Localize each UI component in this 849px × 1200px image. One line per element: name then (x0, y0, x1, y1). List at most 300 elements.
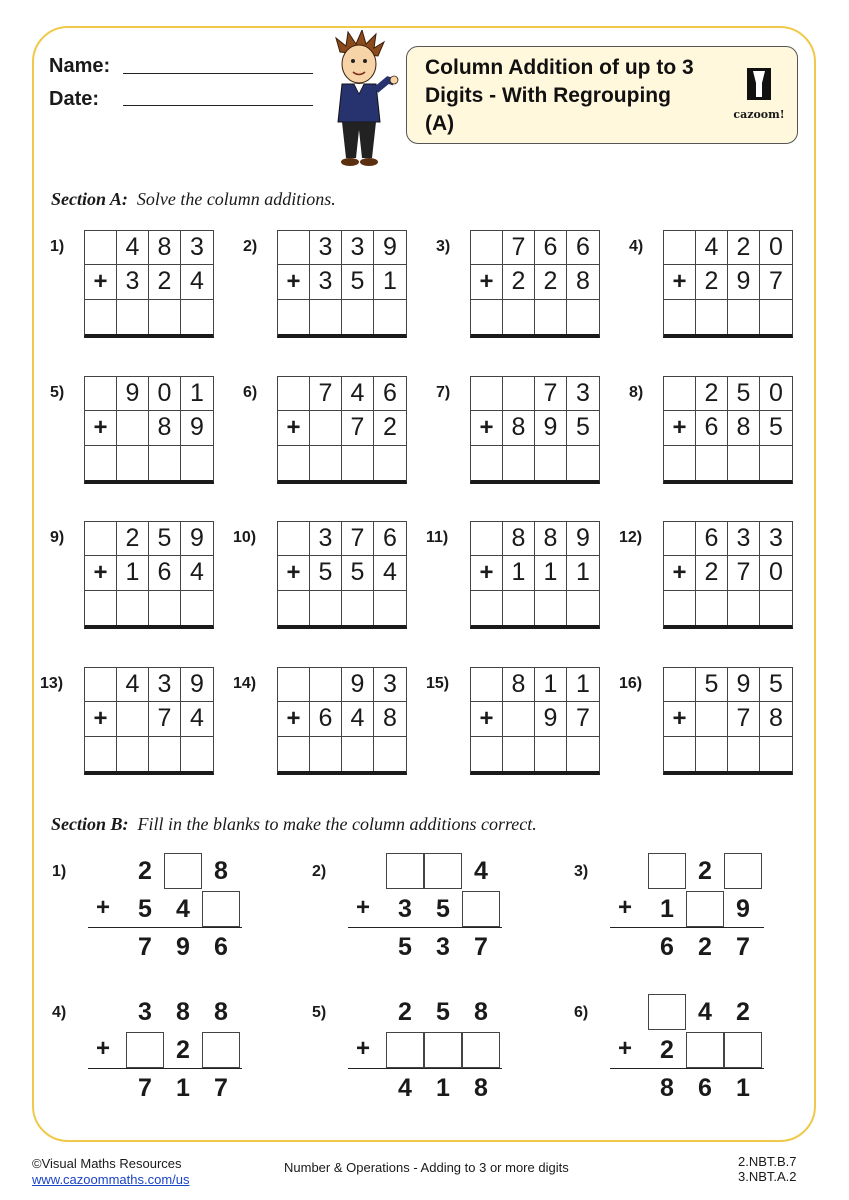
top-digit-cell: 6 (374, 522, 406, 556)
answer-cell[interactable] (503, 446, 535, 480)
name-line[interactable] (123, 73, 313, 74)
blank-box[interactable] (164, 853, 202, 889)
sum-digit: 4 (398, 1073, 412, 1102)
sum-digit: 6 (698, 1073, 712, 1102)
sum-digit: 1 (176, 1073, 190, 1102)
problem-number: 5) (50, 384, 65, 401)
bottom-digit: 5 (436, 894, 450, 923)
bottom-digit-cell: 2 (503, 265, 535, 299)
plus-sign: + (664, 556, 696, 590)
sum-digit: 7 (138, 1073, 152, 1102)
blank-box[interactable] (648, 994, 686, 1030)
addition-grid (470, 230, 600, 338)
plus-sign: + (618, 894, 633, 921)
addition-grid (663, 521, 793, 629)
bottom-digit-cell (117, 702, 149, 736)
top-digit: 2 (138, 856, 152, 885)
cazoom-logo-icon (746, 67, 772, 101)
answer-cell[interactable] (278, 446, 310, 480)
problem-number: 2) (312, 863, 327, 880)
addition-grid (470, 376, 600, 484)
bottom-digit-cell: 5 (310, 556, 342, 590)
top-digit-cell: 5 (760, 668, 792, 702)
top-digit: 2 (736, 997, 750, 1026)
top-digit-cell: 0 (760, 231, 792, 265)
cazoom-logo (731, 67, 787, 123)
answer-cell[interactable] (278, 300, 310, 334)
section-a-instruction: Solve the column additions. (136, 189, 336, 209)
answer-cell[interactable] (117, 737, 149, 771)
bottom-digit-cell: 9 (181, 411, 213, 445)
section-b-instruction: Fill in the blanks to make the column additions correct. (137, 814, 537, 834)
top-digit-cell (664, 668, 696, 702)
bottom-digit-cell: 4 (181, 702, 213, 736)
answer-cell[interactable] (567, 591, 599, 625)
top-digit-cell: 3 (728, 522, 760, 556)
addition-grid (277, 230, 407, 338)
plus-sign: + (96, 894, 111, 921)
problem-number: 4) (629, 238, 644, 255)
answer-cell[interactable] (760, 737, 792, 771)
sum-digit: 8 (474, 1073, 488, 1102)
answer-cell[interactable] (567, 737, 599, 771)
bottom-digit-cell: 7 (342, 411, 374, 445)
answer-cell[interactable] (310, 446, 342, 480)
answer-cell[interactable] (117, 300, 149, 334)
answer-cell[interactable] (85, 737, 117, 771)
sum-line (610, 1068, 764, 1069)
footer-topic: Number & Operations - Adding to 3 or more digits (284, 1160, 569, 1175)
plus-sign: + (356, 894, 371, 921)
answer-cell[interactable] (310, 737, 342, 771)
plus-sign: + (278, 556, 310, 590)
plus-sign: + (618, 1035, 633, 1062)
logo-text: cazoom! (733, 108, 785, 121)
addition-grid (663, 376, 793, 484)
bottom-digit-cell: 0 (760, 556, 792, 590)
answer-cell[interactable] (85, 591, 117, 625)
problem-number: 11) (426, 529, 449, 546)
problem-number: 2) (243, 238, 258, 255)
addition-grid (470, 667, 600, 775)
answer-cell[interactable] (149, 446, 181, 480)
sum-line (348, 927, 502, 928)
answer-cell[interactable] (181, 446, 213, 480)
top-digit-cell (310, 668, 342, 702)
answer-cell[interactable] (664, 591, 696, 625)
bottom-digit-cell: 2 (535, 265, 567, 299)
bottom-digit-cell: 7 (149, 702, 181, 736)
answer-cell[interactable] (374, 737, 406, 771)
problem-number: 9) (50, 529, 65, 546)
worksheet-title: Column Addition of up to 3 Digits - With Regrouping (A) (425, 56, 694, 135)
bottom-digit-cell: 7 (728, 556, 760, 590)
sum-digit: 9 (176, 932, 190, 961)
top-digit-cell (664, 231, 696, 265)
bottom-digit: 4 (176, 894, 190, 923)
bottom-digit-cell: 3 (117, 265, 149, 299)
answer-cell[interactable] (696, 737, 728, 771)
top-digit-cell: 2 (117, 522, 149, 556)
bottom-digit-cell (503, 702, 535, 736)
answer-cell[interactable] (471, 446, 503, 480)
top-digit: 4 (474, 856, 488, 885)
top-digit-cell: 8 (503, 668, 535, 702)
addition-grid (277, 667, 407, 775)
answer-cell[interactable] (535, 300, 567, 334)
answer-cell[interactable] (664, 737, 696, 771)
top-digit-cell: 3 (149, 668, 181, 702)
section-a-label: Section A: (51, 189, 128, 209)
top-digit-cell: 3 (567, 377, 599, 411)
top-digit-cell (471, 231, 503, 265)
sum-digit: 2 (698, 932, 712, 961)
bottom-digit-cell: 9 (535, 411, 567, 445)
top-digit-cell (503, 377, 535, 411)
date-line[interactable] (123, 105, 313, 106)
answer-cell[interactable] (181, 737, 213, 771)
blank-box[interactable] (462, 1032, 500, 1068)
answer-cell[interactable] (567, 446, 599, 480)
bottom-digit-cell (696, 702, 728, 736)
answer-cell[interactable] (342, 300, 374, 334)
plus-sign: + (356, 1035, 371, 1062)
problem-number: 14) (233, 675, 257, 692)
section-a-heading (51, 189, 336, 210)
problem-number: 3) (574, 863, 589, 880)
top-digit-cell: 5 (728, 377, 760, 411)
sum-digit: 7 (214, 1073, 228, 1102)
top-digit: 3 (138, 997, 152, 1026)
top-digit-cell: 7 (535, 377, 567, 411)
bottom-digit-cell: 8 (503, 411, 535, 445)
top-digit-cell: 4 (696, 231, 728, 265)
top-digit-cell (278, 377, 310, 411)
bottom-digit-cell: 6 (696, 411, 728, 445)
sum-line (88, 1068, 242, 1069)
top-digit: 8 (214, 856, 228, 885)
top-digit-cell: 0 (149, 377, 181, 411)
answer-cell[interactable] (374, 300, 406, 334)
answer-cell[interactable] (664, 446, 696, 480)
top-digit-cell: 9 (374, 231, 406, 265)
top-digit-cell: 0 (760, 377, 792, 411)
addition-grid (277, 376, 407, 484)
top-digit-cell: 9 (342, 668, 374, 702)
answer-cell[interactable] (342, 737, 374, 771)
bottom-digit-cell: 4 (374, 556, 406, 590)
answer-cell[interactable] (471, 737, 503, 771)
top-digit-cell: 3 (374, 668, 406, 702)
top-digit-cell (664, 522, 696, 556)
worksheet-title-box (406, 46, 798, 144)
addition-grid (663, 667, 793, 775)
answer-cell[interactable] (503, 591, 535, 625)
bottom-digit-cell: 5 (342, 556, 374, 590)
bottom-digit-cell: 1 (535, 556, 567, 590)
bottom-digit: 3 (398, 894, 412, 923)
blank-box[interactable] (648, 853, 686, 889)
answer-cell[interactable] (181, 300, 213, 334)
top-digit-cell: 7 (342, 522, 374, 556)
top-digit-cell (278, 231, 310, 265)
answer-cell[interactable] (117, 446, 149, 480)
bottom-digit-cell: 9 (535, 702, 567, 736)
top-digit: 8 (214, 997, 228, 1026)
bottom-digit-cell: 2 (149, 265, 181, 299)
top-digit: 2 (398, 997, 412, 1026)
top-digit-cell: 1 (181, 377, 213, 411)
top-digit-cell: 3 (342, 231, 374, 265)
bottom-digit-cell: 2 (696, 556, 728, 590)
top-digit-cell: 1 (567, 668, 599, 702)
answer-cell[interactable] (85, 300, 117, 334)
bottom-digit: 2 (660, 1035, 674, 1064)
answer-cell[interactable] (278, 737, 310, 771)
bottom-digit-cell: 6 (310, 702, 342, 736)
top-digit-cell (664, 377, 696, 411)
bottom-digit-cell: 8 (567, 265, 599, 299)
addition-grid (84, 230, 214, 338)
sum-line (610, 927, 764, 928)
answer-cell[interactable] (374, 591, 406, 625)
top-digit-cell: 9 (567, 522, 599, 556)
blank-box[interactable] (424, 1032, 462, 1068)
problem-number: 4) (52, 1004, 67, 1021)
top-digit-cell (85, 377, 117, 411)
top-digit: 8 (176, 997, 190, 1026)
answer-cell[interactable] (278, 591, 310, 625)
sum-digit: 6 (214, 932, 228, 961)
top-digit-cell: 9 (117, 377, 149, 411)
top-digit-cell: 8 (149, 231, 181, 265)
addition-grid (84, 376, 214, 484)
bottom-digit-cell: 2 (696, 265, 728, 299)
blank-box[interactable] (724, 1032, 762, 1068)
problem-number: 16) (619, 675, 643, 692)
addition-grid (84, 667, 214, 775)
plus-sign: + (85, 411, 117, 445)
problem-number: 8) (629, 384, 644, 401)
top-digit-cell (471, 522, 503, 556)
top-digit-cell: 3 (760, 522, 792, 556)
bottom-digit: 9 (736, 894, 750, 923)
answer-cell[interactable] (535, 446, 567, 480)
top-digit-cell (85, 231, 117, 265)
blank-box[interactable] (686, 891, 724, 927)
bottom-digit-cell: 1 (117, 556, 149, 590)
answer-cell[interactable] (117, 591, 149, 625)
cartoon-boy-illustration (322, 30, 400, 170)
answer-cell[interactable] (471, 300, 503, 334)
top-digit-cell: 9 (181, 522, 213, 556)
top-digit-cell: 6 (374, 377, 406, 411)
problem-number: 7) (436, 384, 451, 401)
footer-standard-2: 3.NBT.A.2 (738, 1169, 797, 1184)
answer-cell[interactable] (342, 591, 374, 625)
top-digit-cell: 7 (310, 377, 342, 411)
plus-sign: + (664, 411, 696, 445)
addition-grid (277, 521, 407, 629)
plus-sign: + (471, 556, 503, 590)
bottom-digit-cell: 7 (760, 265, 792, 299)
bottom-digit-cell (310, 411, 342, 445)
answer-cell[interactable] (728, 446, 760, 480)
sum-digit: 1 (436, 1073, 450, 1102)
answer-cell[interactable] (728, 737, 760, 771)
top-digit-cell: 6 (535, 231, 567, 265)
top-digit-cell (471, 668, 503, 702)
plus-sign: + (471, 702, 503, 736)
bottom-digit-cell: 8 (374, 702, 406, 736)
sum-digit: 7 (138, 932, 152, 961)
answer-cell[interactable] (664, 300, 696, 334)
sum-digit: 8 (660, 1073, 674, 1102)
blank-box[interactable] (462, 891, 500, 927)
plus-sign: + (664, 265, 696, 299)
answer-cell[interactable] (149, 591, 181, 625)
answer-cell[interactable] (181, 591, 213, 625)
date-label: Date: (49, 88, 100, 110)
sum-digit: 3 (436, 932, 450, 961)
top-digit-cell: 4 (117, 668, 149, 702)
blank-box[interactable] (202, 891, 240, 927)
top-digit-cell: 4 (117, 231, 149, 265)
problem-number: 10) (233, 529, 257, 546)
bottom-digit-cell: 4 (342, 702, 374, 736)
top-digit-cell (85, 668, 117, 702)
top-digit-cell: 6 (696, 522, 728, 556)
plus-sign: + (278, 265, 310, 299)
plus-sign: + (664, 702, 696, 736)
bottom-digit: 5 (138, 894, 152, 923)
problem-number: 3) (436, 238, 451, 255)
bottom-digit-cell: 5 (567, 411, 599, 445)
answer-cell[interactable] (760, 300, 792, 334)
sum-line (348, 1068, 502, 1069)
bottom-digit-cell: 4 (181, 556, 213, 590)
top-digit-cell: 5 (696, 668, 728, 702)
problem-number: 1) (52, 863, 67, 880)
answer-cell[interactable] (567, 300, 599, 334)
answer-cell[interactable] (374, 446, 406, 480)
answer-cell[interactable] (696, 300, 728, 334)
section-b-heading (51, 814, 537, 835)
top-digit-cell: 3 (181, 231, 213, 265)
plus-sign: + (278, 411, 310, 445)
bottom-digit-cell: 1 (374, 265, 406, 299)
plus-sign: + (85, 702, 117, 736)
blank-box[interactable] (126, 1032, 164, 1068)
answer-cell[interactable] (149, 300, 181, 334)
section-b-label: Section B: (51, 814, 129, 834)
sum-digit: 7 (736, 932, 750, 961)
answer-cell[interactable] (760, 446, 792, 480)
plus-sign: + (471, 411, 503, 445)
top-digit-cell (278, 668, 310, 702)
top-digit-cell: 8 (535, 522, 567, 556)
top-digit-cell: 1 (535, 668, 567, 702)
top-digit-cell: 6 (567, 231, 599, 265)
plus-sign: + (96, 1035, 111, 1062)
sum-digit: 6 (660, 932, 674, 961)
top-digit-cell: 7 (503, 231, 535, 265)
bottom-digit-cell: 8 (149, 411, 181, 445)
footer-url-link[interactable]: www.cazoommaths.com/us (32, 1172, 190, 1187)
answer-cell[interactable] (503, 737, 535, 771)
top-digit: 5 (436, 997, 450, 1026)
top-digit-cell: 2 (728, 231, 760, 265)
answer-cell[interactable] (503, 300, 535, 334)
bottom-digit-cell: 8 (728, 411, 760, 445)
bottom-digit-cell: 3 (310, 265, 342, 299)
answer-cell[interactable] (310, 591, 342, 625)
problem-number: 13) (40, 675, 64, 692)
answer-cell[interactable] (535, 591, 567, 625)
bottom-digit-cell (117, 411, 149, 445)
blank-box[interactable] (386, 853, 424, 889)
bottom-digit-cell: 4 (181, 265, 213, 299)
problem-number: 6) (243, 384, 258, 401)
bottom-digit-cell: 9 (728, 265, 760, 299)
problem-number: 6) (574, 1004, 589, 1021)
answer-cell[interactable] (471, 591, 503, 625)
answer-cell[interactable] (310, 300, 342, 334)
footer-standard-1: 2.NBT.B.7 (738, 1154, 797, 1169)
problem-number: 1) (50, 238, 65, 255)
top-digit-cell: 5 (149, 522, 181, 556)
addition-grid (663, 230, 793, 338)
blank-box[interactable] (724, 853, 762, 889)
bottom-digit-cell: 6 (149, 556, 181, 590)
answer-cell[interactable] (535, 737, 567, 771)
bottom-digit-cell: 5 (760, 411, 792, 445)
blank-box[interactable] (202, 1032, 240, 1068)
answer-cell[interactable] (696, 591, 728, 625)
answer-cell[interactable] (149, 737, 181, 771)
addition-grid (470, 521, 600, 629)
plus-sign: + (471, 265, 503, 299)
sum-digit: 7 (474, 932, 488, 961)
answer-cell[interactable] (728, 591, 760, 625)
top-digit-cell: 2 (696, 377, 728, 411)
top-digit-cell: 3 (310, 522, 342, 556)
sum-line (88, 927, 242, 928)
bottom-digit-cell: 7 (567, 702, 599, 736)
bottom-digit-cell: 5 (342, 265, 374, 299)
top-digit: 2 (698, 856, 712, 885)
addition-grid (84, 521, 214, 629)
plus-sign: + (85, 265, 117, 299)
answer-cell[interactable] (342, 446, 374, 480)
bottom-digit-cell: 2 (374, 411, 406, 445)
top-digit-cell: 8 (503, 522, 535, 556)
bottom-digit-cell: 8 (760, 702, 792, 736)
problem-number: 5) (312, 1004, 327, 1021)
blank-box[interactable] (686, 1032, 724, 1068)
answer-cell[interactable] (760, 591, 792, 625)
answer-cell[interactable] (728, 300, 760, 334)
bottom-digit-cell: 7 (728, 702, 760, 736)
name-label: Name: (49, 55, 111, 77)
blank-box[interactable] (424, 853, 462, 889)
bottom-digit: 1 (660, 894, 674, 923)
sum-digit: 5 (398, 932, 412, 961)
answer-cell[interactable] (85, 446, 117, 480)
answer-cell[interactable] (696, 446, 728, 480)
blank-box[interactable] (386, 1032, 424, 1068)
top-digit-cell: 9 (181, 668, 213, 702)
